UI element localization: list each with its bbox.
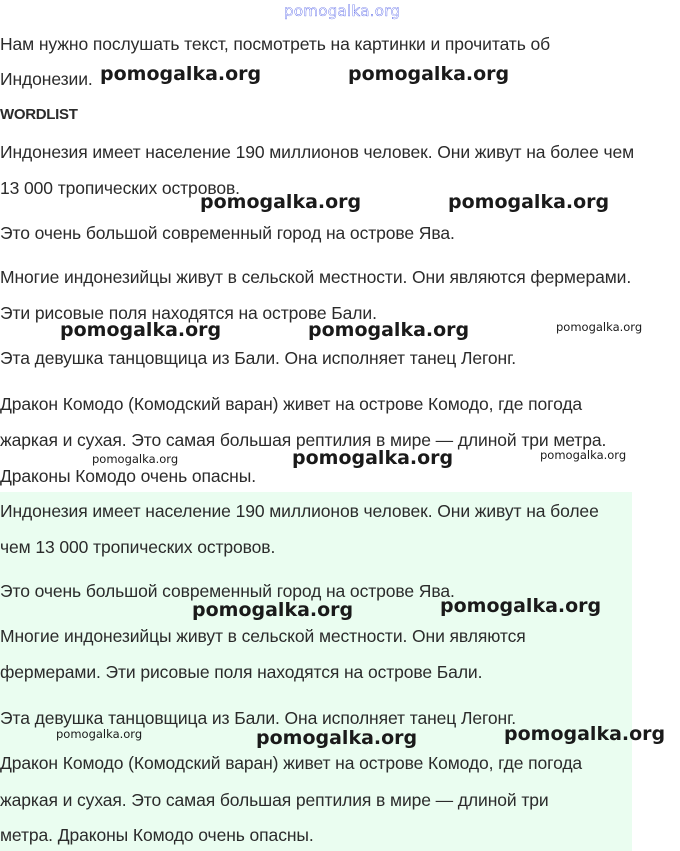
- watermark: pomogalka.org: [348, 63, 510, 85]
- watermark: pomogalka.org: [308, 319, 470, 341]
- text-line: Многие индонезийцы живут в сельской местности. Они являются фермерами.: [0, 267, 632, 287]
- text-line: Это очень большой современный город на острове Ява.: [0, 581, 455, 601]
- text-line: Индонезия имеет население 190 миллионов человек. Они живут на более чем: [0, 142, 635, 162]
- watermark: pomogalka.org: [292, 447, 454, 469]
- text-line: Это очень большой современный город на острове Ява.: [0, 223, 455, 243]
- watermark: pomogalka.org: [504, 723, 666, 745]
- watermark: pomogalka.org: [192, 599, 354, 621]
- text-line: Индонезия имеет население 190 миллионов человек. Они живут на более: [0, 501, 599, 521]
- watermark: pomogalka.org: [256, 727, 418, 749]
- watermark-small: pomogalka.org: [540, 448, 627, 462]
- watermark-small: pomogalka.org: [92, 452, 179, 466]
- text-line: Эти рисовые поля находятся на острове Бали.: [0, 303, 377, 323]
- text-line: фермерами. Эти рисовые поля находятся на острове Бали.: [0, 662, 483, 682]
- text-line: метра. Драконы Комодо очень опасны.: [0, 825, 314, 845]
- watermark: pomogalka.org: [100, 63, 262, 85]
- watermark-top: pomogalka.org: [284, 2, 401, 20]
- wordlist-heading: WORDLIST: [0, 106, 78, 123]
- text-line: Многие индонезийцы живут в сельской местности. Они являются: [0, 626, 526, 646]
- text-line: Дракон Комодо (Комодский варан) живет на острове Комодо, где погода: [0, 753, 583, 773]
- text-line: Эта девушка танцовщица из Бали. Она исполняет танец Легонг.: [0, 708, 516, 728]
- text-line: Эта девушка танцовщица из Бали. Она исполняет танец Легонг.: [0, 348, 516, 368]
- text-line: жаркая и сухая. Это самая большая рептилия в мире — длиной три: [0, 790, 549, 810]
- text-line: жаркая и сухая. Это самая большая рептилия в мире — длиной три метра.: [0, 430, 607, 450]
- intro-line-2: Индонезии.: [0, 69, 93, 89]
- watermark: pomogalka.org: [440, 595, 602, 617]
- watermark-small: pomogalka.org: [556, 320, 643, 334]
- watermark: pomogalka.org: [448, 191, 610, 213]
- text-line: чем 13 000 тропических островов.: [0, 537, 276, 557]
- text-line: Драконы Комодо очень опасны.: [0, 466, 256, 486]
- watermark-small: pomogalka.org: [56, 727, 143, 741]
- watermark: pomogalka.org: [60, 319, 222, 341]
- text-line: 13 000 тропических островов.: [0, 178, 240, 198]
- text-line: Дракон Комодо (Комодский варан) живет на острове Комодо, где погода: [0, 394, 583, 414]
- watermark: pomogalka.org: [200, 191, 362, 213]
- intro-line-1: Нам нужно послушать текст, посмотреть на картинки и прочитать об: [0, 34, 551, 54]
